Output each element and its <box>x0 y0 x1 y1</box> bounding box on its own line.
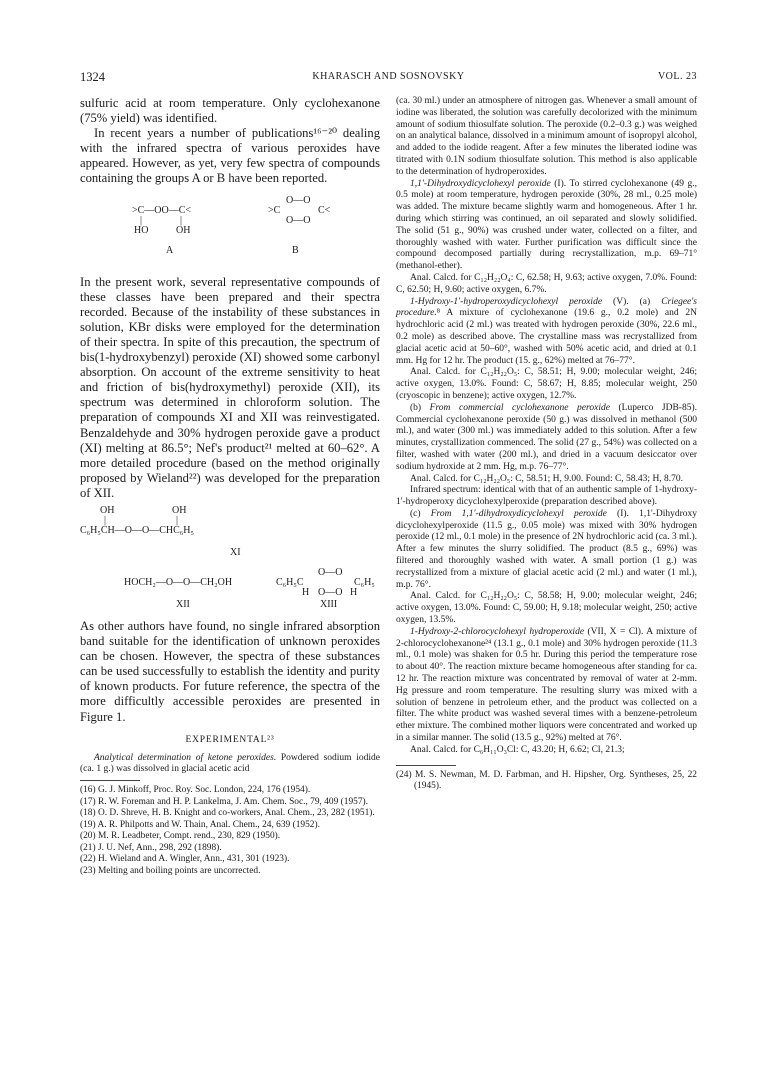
page-number: 1324 <box>80 70 105 84</box>
footnote: (17) R. W. Foreman and H. P. Lankelma, J. Am. Chem. Soc., 79, 409 (1957). <box>80 796 368 807</box>
struct-xi-label: XI <box>230 546 241 558</box>
struct-xi-bar1: | <box>104 514 107 526</box>
struct-xiii-left: C₆H₅C <box>276 576 304 588</box>
paragraph <box>396 297 697 368</box>
struct-xiii-label: XIII <box>320 598 338 610</box>
paragraph-text: (V). (a) <box>602 296 662 307</box>
struct-xi-bar2: | <box>176 514 179 526</box>
run-in-heading: 1-Hydroxy-1'-hydroperoxydicyclohexyl peroxide <box>410 296 603 307</box>
footnotes <box>80 785 380 877</box>
structure-xii-xiii <box>80 567 380 619</box>
struct-xi-formula: C₆H₅CH—O—O—CHC₆H₅ <box>80 524 194 536</box>
paragraph: In recent years a number of publications¹⁶⁻²⁰ dealing with the infrared spectra of various peroxides have appeared. However, as yet, very few spectra of compounds containing the groups A or B have been reported. <box>80 126 380 186</box>
run-in-heading: 1,1'-Dihydroxydicyclohexyl peroxide <box>410 178 551 189</box>
footnote-rule <box>80 780 140 781</box>
struct-a-line2b: | <box>180 214 183 226</box>
struct-xiii-right: C₆H₅ <box>354 576 375 588</box>
struct-xiii-ring-bottom: O—O <box>318 586 343 598</box>
struct-b-right: C< <box>318 204 331 216</box>
paragraph <box>396 509 697 592</box>
struct-a-line3: HO <box>134 224 149 236</box>
paragraph: (ca. 30 ml.) under an atmosphere of nitrogen gas. Whenever a small amount of iodine was liberated, the solution was carefully decolorized with the minimum amount of sodium thiosulfate solution. The peroxide (0.2–0.3 g.) was weighed on an analytical balance, dissolved in a minimum amount of isopropyl alcohol, and added to the iodide reagent. After a few minutes the liberated iodine was titrated with 0.1N sodium thiosulfate solution. This method is also applicable to the determination of hydroperoxides. <box>396 96 697 177</box>
paragraph: As other authors have found, no single infrared absorption band suitable for the identification of unknown peroxides can be chosen. However, the spectra of these substances can be used successfully to establish the identity and purity of known products. For future reference, the spectra of the more difficultly accessible peroxides are presented in Figure 1. <box>80 618 380 724</box>
footnote: (19) A. R. Philpotts and W. Thain, Anal. Chem., 24, 639 (1952). <box>80 819 320 830</box>
run-in-heading: 1-Hydroxy-2-chlorocyclohexyl hydroperoxide <box>410 626 585 637</box>
running-title: KHARASCH AND SOSNOVSKY <box>312 71 465 82</box>
paragraph <box>80 753 380 777</box>
paragraph-text: ⁸ A mixture of cyclohexanone (19.6 g., 0.2 mole) and 2N hydrochloric acid (2 ml.) was treated with hydrogen peroxide (30%, 22.6 ml., 0.2 mole) as described above. The crystalline mass was recrystallized from glacial acetic acid at 50–60°, washed with 50% acetic acid, and dried at 0.1 mm. Hg for 12 hr. The product (15. g., 62%) melted at 76–77°. <box>396 308 697 366</box>
run-in-subheading: Criegee's procedure. <box>396 296 697 319</box>
paragraph <box>396 627 697 745</box>
struct-b-left: >C <box>268 204 281 216</box>
struct-a-line2: | <box>140 214 143 226</box>
run-in-heading: From commercial cyclohexanone peroxide <box>429 402 610 413</box>
footnote: (22) H. Wieland and A. Wingler, Ann., 431, 301 (1923). <box>80 854 290 865</box>
paragraph-text: (I). To stirred cyclohexanone (49 g., 0.5 mole) at room temperature, hydrogen peroxide (30%, 28 ml., 0.25 mole) was added. The mixture became slightly warm and homogeneous. After 1 hr. during which stirring was continued, an oil separated and slowly solidified. The solid (51 g., 90%) was crushed under water, collected on a filter, and thoroughly washed with water. Further purification was difficult since the compound decomposed partially during recrystallization, m.p. 69–71° (methanol-ether). <box>396 178 697 272</box>
footnote: (16) G. J. Minkoff, Proc. Roy. Soc. London, 224, 176 (1954). <box>80 785 311 796</box>
footnote: (20) M. R. Leadbeter, Compt. rend., 230, 829 (1950). <box>80 831 281 842</box>
analysis-paragraph: Anal. Calcd. for C₁₂H₂₂O₅: C, 58.51; H, 9.00; molecular weight, 246; active oxygen, 13.0%. Found: C, 58.67; H, 8.85; molecular weight, 250 (cryoscopic in benzene); active oxygen, 12.7%. <box>396 367 697 401</box>
struct-xiii-h-left: H <box>302 586 310 598</box>
struct-xii-label: XII <box>176 598 190 610</box>
footnote: (24) M. S. Newman, M. D. Farbman, and H. Hipsher, Org. Syntheses, 25, 22 (1945). <box>396 769 697 792</box>
footnote: (23) Melting and boiling points are uncorrected. <box>80 865 261 876</box>
struct-a-line3b: OH <box>176 224 191 236</box>
footnote: (21) J. U. Nef, Ann., 298, 292 (1898). <box>80 842 222 853</box>
struct-xi-oh2: OH <box>172 504 187 516</box>
struct-b-ring-top: O—O <box>286 194 311 206</box>
struct-xii-formula: HOCH₂—O—O—CH₂OH <box>124 576 233 588</box>
analysis-paragraph: Anal. Calcd. for C₆H₁₁O₃Cl: C, 43.20; H, 6.62; Cl, 21.3; <box>410 744 625 755</box>
page-header <box>80 70 697 86</box>
paragraph-text: (I). 1,1'-Dihydroxy dicyclohexylperoxide (11.5 g., 0.05 mole) was mixed with 30% hydrogen peroxide (12 ml., 0.1 mole) in the presence of 2N hydrochloric acid (ca. 3 ml.). After a few minutes the slurry solidified. The product (8.5 g., 69%) was filtered and thoroughly washed with water. A small portion (1 g.) was recrystallized from a mixture of glacial acetic acid (2 ml.) and water (1 ml.), m.p. 76°. <box>396 508 697 590</box>
structure-xi <box>80 505 380 565</box>
paragraph <box>396 179 697 273</box>
paragraph: Infrared spectrum: identical with that of an authentic sample of 1-hydroxy-1'-hydroperoxy dicyclohexylperoxide (preparation described above). <box>396 485 697 508</box>
paragraph-text: Powdered sodium iodide (ca. 1 g.) was dissolved in glacial acetic acid <box>80 752 380 775</box>
struct-xiii-h-right: H <box>350 586 358 598</box>
right-column <box>396 96 697 793</box>
paragraph: In the present work, several representative compounds of these classes have been prepared and their spectra recorded. Because of the instability of these substances in solution, KBr disks were employed for the determination of their spectra. In spite of this precaution, the spectrum of bis(1-hydroxybenzyl) peroxide (XI) showed some carbonyl absorption. On account of the extreme sensitivity to heat and friction of bis(hydroxymethyl) peroxide (XII), its spectrum was determined in chloroform solution. The preparation of compounds XI and XII was reinvestigated. Benzaldehyde and 30% hydrogen peroxide gave a product (XI) melting at 86.5°; Nef's product²¹ melted at 60–62°. A more detailed procedure (based on the method originally proposed by Wieland²²) was developed for the preparation of XII. <box>80 274 380 500</box>
analysis-paragraph: Anal. Calcd. for C₁₂H₂₂O₅: C, 58.58; H, 9.00; molecular weight, 246; active oxygen, 13.0%. Found: C, 59.00; H, 9.18; molecular weight, 250; active oxygen, 13.5%. <box>396 591 697 626</box>
struct-xiii-ring-top: O—O <box>318 566 343 578</box>
paragraph-text: (c) <box>410 508 431 519</box>
paragraph-text: (VII, X = Cl). A mixture of 2-chlorocyclohexanone²⁴ (13.1 g., 0.1 mole) and 30% hydrogen peroxide (11.3 ml., 0.1 mole) was shaken for 0.5 hr. During this period the temperature rose to about 40°. The reaction mixture became homogeneous after standing for ca. 12 hr. The reaction mixture was concentrated by removal of water at 2-mm. Hg pressure and room temperature. The resulting slurry was mixed with a solution of benzene in petroleum ether, and the product was collected on a filter. The white product was washed several times with a benzene-petroleum ether mixture. The combined mother liquors were concentrated and worked up in a similar manner. The solid (13.5 g., 92%) melted at 76°. <box>396 626 697 744</box>
footnote: (18) O. D. Shreve, H. B. Knight and co-workers, Anal. Chem., 23, 282 (1951). <box>80 808 375 819</box>
analysis-paragraph: Anal. Calcd. for C₁₂H₂₂O₅: C, 58.51; H, 9.00. Found: C, 58.43; H, 8.70. <box>410 473 684 484</box>
volume-label: VOL. 23 <box>657 71 697 82</box>
struct-xi-oh1: OH <box>100 504 115 516</box>
left-column <box>80 96 380 877</box>
analysis-paragraph: Anal. Calcd. for C₁₂H₂₂O₄: C, 62.58; H, 9.63; active oxygen, 7.0%. Found: C, 62.50; H, 9.60; active oxygen, 6.7%. <box>396 272 697 295</box>
footnote-rule <box>396 765 456 766</box>
section-heading-experimental: EXPERIMENTAL²³ <box>185 734 275 745</box>
struct-a-line1: >C—OO—C< <box>132 204 192 216</box>
structures-a-b <box>80 195 380 267</box>
run-in-heading: Analytical determination of ketone peroxides. <box>94 752 277 763</box>
struct-a-label: A <box>166 244 174 256</box>
paragraph-text: (b) <box>410 402 430 413</box>
run-in-heading: From 1,1'-dihydroxydicyclohexyl peroxide <box>430 508 607 519</box>
struct-b-ring-bottom: O—O <box>286 214 311 226</box>
paragraph <box>396 403 697 474</box>
struct-b-label: B <box>292 244 299 256</box>
paragraph-text: (Luperco JDB-85). Commercial cyclohexanone peroxide (50 g.) was dissolved in methanol (500 ml.), and water (300 ml.) was immediately added to this solution. After a few minutes, crystallization commenced. The solid (27 g., 54%) was collected on a filter, washed with water (200 ml.), and dried in a vacuum desiccator over sodium hydroxide at 2 mm. Hg, m.p. 76–77°. <box>396 402 698 472</box>
paragraph: sulfuric acid at room temperature. Only cyclohexanone (75% yield) was identified. <box>80 96 380 126</box>
